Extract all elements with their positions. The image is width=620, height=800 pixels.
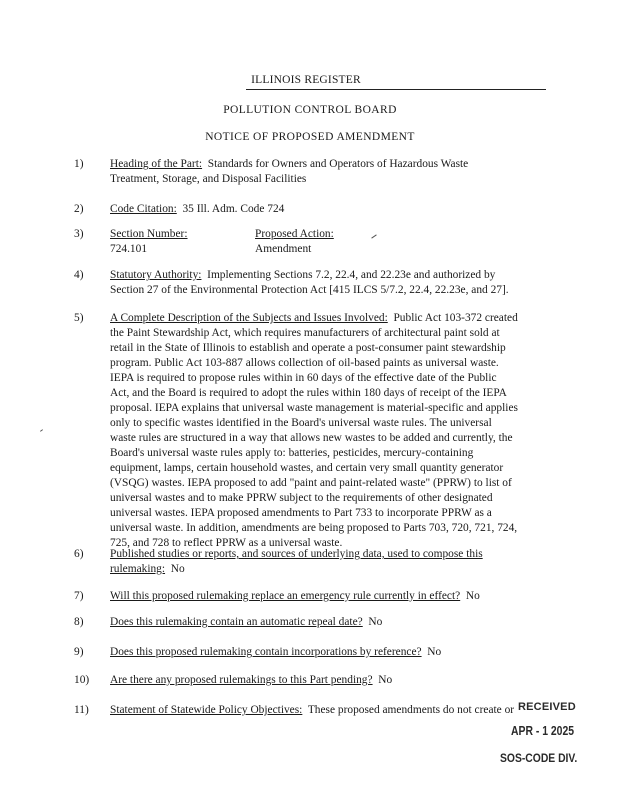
item-label: rulemaking:	[110, 563, 166, 575]
item-text: equipment, lamps, certain household wastes, and certain very small quantity generator	[110, 462, 504, 474]
item-text: universal wastes. IEPA proposed amendments to Part 733 to incorporate PPRW as a	[110, 507, 492, 519]
item-label: Heading of the Part:	[110, 158, 203, 170]
section-number-value: 724.101	[110, 243, 148, 255]
item-label: Are there any proposed rulemakings to this Part pending?	[110, 674, 373, 686]
item-label: Does this proposed rulemaking contain incorporations by reference?	[110, 646, 422, 658]
item-number: 5)	[74, 312, 84, 324]
item-text: Standards for Owners and Operators of Hazardous Waste	[207, 158, 469, 170]
item-text: only to specific wastes identified in the Board's universal waste rules. The universal	[110, 417, 492, 429]
proposed-action-label: Proposed Action:	[255, 228, 334, 240]
item-value: No	[465, 590, 480, 602]
item-number: 3)	[74, 228, 84, 240]
item-text: universal waste. In addition, amendments are being proposed to Parts 703, 720, 721, 724,	[110, 522, 518, 534]
item-label: Will this proposed rulemaking replace an emergency rule currently in effect?	[110, 590, 461, 602]
item-value: 35 Ill. Adm. Code 724	[182, 203, 285, 215]
item-text: the Paint Stewardship Act, which requires manufacturers of architectural paint sold at	[110, 327, 500, 339]
item-text: proposal. IEPA explains that universal waste management is material-specific and applies	[110, 402, 518, 414]
register-title: ILLINOIS REGISTER	[251, 74, 361, 86]
item-number: 10)	[74, 674, 90, 686]
item-label: A Complete Description of the Subjects and Issues Involved:	[110, 312, 388, 324]
item-text: retail in the State of Illinois to establish and operate a post-consumer paint stewardship	[110, 342, 506, 354]
board-name: POLLUTION CONTROL BOARD	[223, 104, 397, 116]
item-text: Act, and the Board is required to adopt the rules within 180 days of receipt of the IEPA	[110, 387, 507, 399]
item-text: Board's universal waste rules apply to: batteries, pesticides, mercury-containing	[110, 447, 474, 459]
item-value: No	[170, 563, 185, 575]
item-number: 2)	[74, 203, 84, 215]
item-value: No	[368, 616, 383, 628]
item-value: No	[427, 646, 442, 658]
item-number: 1)	[74, 158, 84, 170]
item-label: Statutory Authority:	[110, 269, 202, 281]
item-text: Section 27 of the Environmental Protection Act [415 ILCS 5/7.2, 22.4, 22.23e, and 27].	[110, 284, 509, 296]
item-text: These proposed amendments do not create or	[307, 704, 515, 716]
item-number: 7)	[74, 590, 84, 602]
item-label: Does this rulemaking contain an automatic repeal date?	[110, 616, 363, 628]
received-date-stamp: APR - 1 2025	[511, 723, 575, 738]
item-text: waste rules are structured in a way that allows new wastes to be added and currently, the	[110, 432, 513, 444]
item-text: IEPA is required to propose rules within in 60 days of the effective date of the Public	[110, 372, 497, 384]
stray-mark	[40, 429, 43, 432]
item-label: Statement of Statewide Policy Objectives:	[110, 704, 303, 716]
received-stamp: RECEIVED	[518, 701, 576, 713]
proposed-action-value: Amendment	[255, 243, 312, 255]
item-label: Published studies or reports, and sources of underlying data, used to compose this	[110, 548, 483, 560]
item-text: Public Act 103-372 created	[393, 312, 518, 324]
item-text: Treatment, Storage, and Disposal Facilities	[110, 173, 307, 185]
item-label: Code Citation:	[110, 203, 177, 215]
item-number: 11)	[74, 704, 89, 716]
item-number: 4)	[74, 269, 84, 281]
division-stamp: SOS-CODE DIV.	[500, 753, 578, 765]
item-text: program. Public Act 103-887 allows collection of oil-based paints as universal waste.	[110, 357, 499, 369]
item-text: Implementing Sections 7.2, 22.4, and 22.23e and authorized by	[207, 269, 496, 281]
item-text: (VSQG) wastes. IEPA proposed to add "paint and paint-related waste" (PPRW) to list of	[110, 477, 512, 489]
item-number: 8)	[74, 616, 84, 628]
item-value: No	[378, 674, 393, 686]
item-number: 9)	[74, 646, 84, 658]
item-number: 6)	[74, 548, 84, 560]
item-text: universal wastes and to make PPRW subject to the requirements of other designated	[110, 492, 493, 504]
notice-title: NOTICE OF PROPOSED AMENDMENT	[205, 131, 415, 143]
item-label: Section Number:	[110, 228, 188, 240]
header-rule	[246, 89, 546, 90]
item-text: 725, and 728 to reflect PPRW as a universal waste.	[110, 537, 343, 549]
